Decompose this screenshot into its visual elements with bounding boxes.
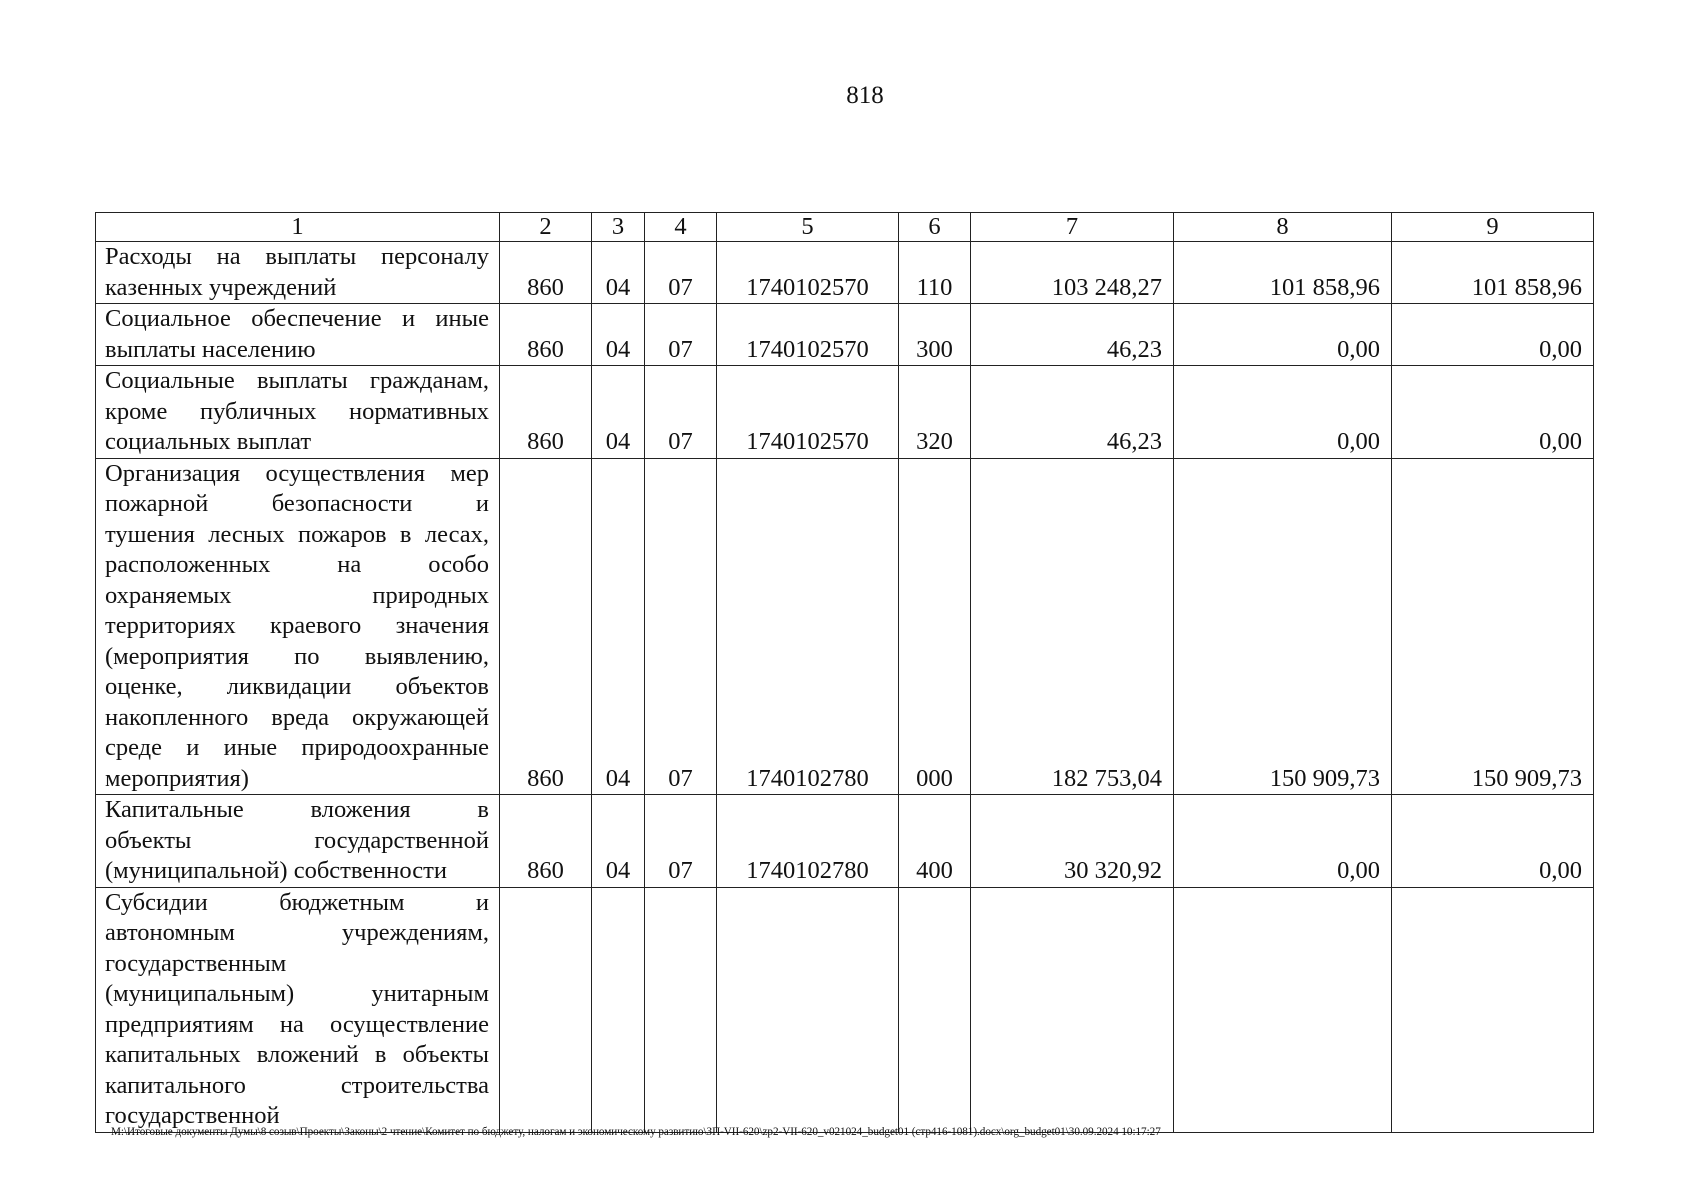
cell-amount-col7: 46,23 (971, 304, 1174, 366)
header-col-9: 9 (1392, 213, 1594, 242)
cell-section: 04 (592, 304, 645, 366)
cell-target-article: 1740102570 (717, 304, 899, 366)
cell-target-article: 1740102570 (717, 366, 899, 459)
description-line: Социальные выплаты гражданам, (105, 367, 489, 394)
row-description (96, 887, 500, 1132)
description-line: автономным учреждениям, (105, 919, 489, 946)
cell-amount-col9: 101 858,96 (1392, 242, 1594, 304)
cell-amount-col7: 103 248,27 (971, 242, 1174, 304)
cell-subsection: 07 (645, 304, 717, 366)
table-row (96, 458, 1594, 795)
cell-subsection: 07 (645, 795, 717, 888)
table-row (96, 242, 1594, 304)
cell-expense-type (899, 887, 971, 1132)
header-col-5: 5 (717, 213, 899, 242)
description-line: накопленного вреда окружающей (105, 703, 489, 731)
cell-section: 04 (592, 795, 645, 888)
row-description (96, 795, 500, 888)
file-path-footer: M:\Итоговые документы Думы\8 созыв\Проекты\Законы\2 чтение\Комитет по бюджету, налогам и экономическому развитию\ЗП-VII-620\zp2-VII-620_v021024_budget01 (стр416-1081).docx\org_budget01\30.09.2024 10:17:27 (111, 1126, 1161, 1138)
description-line: Расходы на выплаты персоналу (105, 243, 489, 270)
description-line: кроме публичных нормативных (105, 397, 489, 425)
description-line: (муниципальной) собственности (105, 857, 447, 884)
cell-expense-type: 300 (899, 304, 971, 366)
cell-amount-col8: 101 858,96 (1174, 242, 1392, 304)
description-line: охраняемых природных (105, 581, 489, 609)
header-col-1: 1 (96, 213, 500, 242)
description-line: капитальных вложений в объекты (105, 1041, 489, 1068)
cell-amount-col7 (971, 887, 1174, 1132)
table-row (96, 887, 1594, 1132)
cell-section: 04 (592, 242, 645, 304)
cell-target-article: 1740102780 (717, 795, 899, 888)
header-col-2: 2 (500, 213, 592, 242)
cell-expense-type: 400 (899, 795, 971, 888)
cell-amount-col8: 0,00 (1174, 304, 1392, 366)
cell-ved-code: 860 (500, 795, 592, 888)
cell-ved-code: 860 (500, 304, 592, 366)
description-line: Организация осуществления мер (105, 459, 489, 487)
description-line: Социальное обеспечение и иные (105, 305, 489, 332)
row-description (96, 242, 500, 304)
description-line: тушения лесных пожаров в лесах, (105, 520, 489, 548)
cell-amount-col9: 150 909,73 (1392, 458, 1594, 795)
cell-target-article (717, 887, 899, 1132)
table-row (96, 795, 1594, 888)
cell-section: 04 (592, 366, 645, 459)
cell-subsection (645, 887, 717, 1132)
cell-target-article: 1740102780 (717, 458, 899, 795)
header-col-8: 8 (1174, 213, 1392, 242)
row-description (96, 304, 500, 366)
cell-ved-code: 860 (500, 242, 592, 304)
description-line: (мероприятия по выявлению, (105, 642, 489, 670)
description-line: пожарной безопасности и (105, 490, 489, 517)
cell-ved-code: 860 (500, 366, 592, 459)
cell-amount-col9: 0,00 (1392, 304, 1594, 366)
cell-amount-col8: 0,00 (1174, 366, 1392, 459)
description-line: мероприятия) (105, 764, 249, 792)
cell-amount-col8 (1174, 887, 1392, 1132)
table-row (96, 304, 1594, 366)
description-line: казенных учреждений (105, 273, 337, 301)
header-col-6: 6 (899, 213, 971, 242)
cell-subsection: 07 (645, 458, 717, 795)
description-line: расположенных на особо (105, 551, 489, 578)
header-row (96, 213, 1594, 242)
cell-amount-col9: 0,00 (1392, 795, 1594, 888)
page-number: 818 (846, 82, 884, 109)
description-line: объекты государственной (105, 826, 489, 854)
cell-amount-col9 (1392, 887, 1594, 1132)
cell-amount-col8: 0,00 (1174, 795, 1392, 888)
description-line: Капитальные вложения в (105, 796, 489, 823)
cell-subsection: 07 (645, 242, 717, 304)
cell-expense-type: 320 (899, 366, 971, 459)
cell-amount-col8: 150 909,73 (1174, 458, 1392, 795)
cell-section: 04 (592, 458, 645, 795)
description-line: предприятиям на осуществление (105, 1010, 489, 1038)
table-row (96, 366, 1594, 459)
description-line: территориях краевого значения (105, 612, 489, 639)
description-line: Субсидии бюджетным и (105, 888, 489, 916)
cell-amount-col7: 30 320,92 (971, 795, 1174, 888)
header-col-4: 4 (645, 213, 717, 242)
description-line: среде и иные природоохранные (105, 734, 489, 761)
description-line: социальных выплат (105, 428, 312, 455)
cell-amount-col7: 182 753,04 (971, 458, 1174, 795)
description-line: государственным (105, 949, 287, 977)
cell-target-article: 1740102570 (717, 242, 899, 304)
cell-amount-col9: 0,00 (1392, 366, 1594, 459)
description-line: капитального строительства (105, 1071, 489, 1099)
cell-expense-type: 110 (899, 242, 971, 304)
cell-expense-type: 000 (899, 458, 971, 795)
cell-ved-code (500, 887, 592, 1132)
cell-subsection: 07 (645, 366, 717, 459)
cell-amount-col7: 46,23 (971, 366, 1174, 459)
budget-table (95, 212, 1594, 1133)
row-description (96, 458, 500, 795)
description-line: (муниципальным) унитарным (105, 980, 489, 1007)
cell-section (592, 887, 645, 1132)
header-col-7: 7 (971, 213, 1174, 242)
row-description (96, 366, 500, 459)
cell-ved-code: 860 (500, 458, 592, 795)
description-line: выплаты населению (105, 335, 316, 363)
description-line: оценке, ликвидации объектов (105, 673, 489, 700)
header-col-3: 3 (592, 213, 645, 242)
description-line: государственной (105, 1102, 280, 1129)
